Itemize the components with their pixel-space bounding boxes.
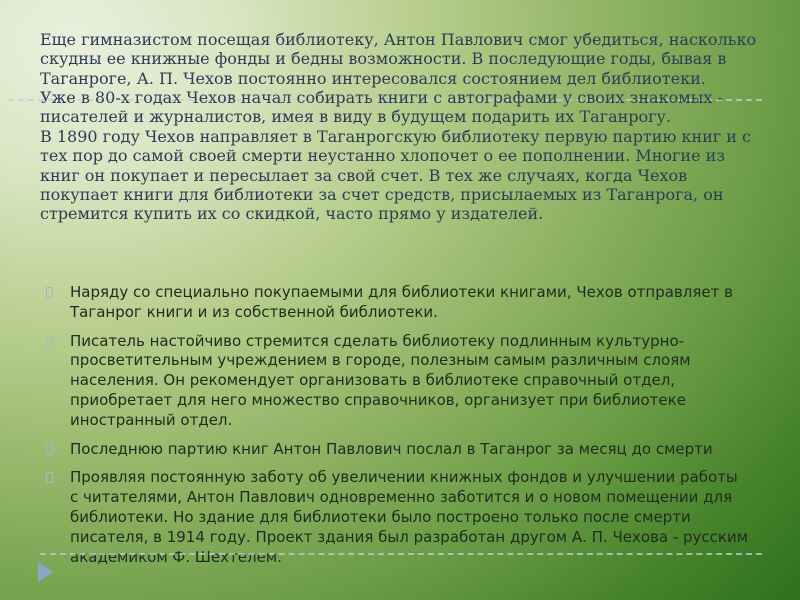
next-slide-arrow-icon[interactable] — [38, 562, 53, 582]
bullet-square-icon — [46, 472, 53, 483]
bullet-list — [44, 283, 750, 576]
bullet-square-icon — [46, 444, 53, 455]
intro-text-block — [40, 30, 767, 224]
bullet-text: Проявляя постоянную заботу об увеличении книжных фондов и улучшении работы с читателями, Антон Павлович одновременно заботится и о новом помещении для библиотеки. Но здание для библиотеки было построено только после смерти писателя, в 1914 году. Проект здания был разработан другом А. П. Чехова - русским академиком Ф. Шехтелем. — [70, 468, 749, 566]
list-item — [44, 332, 750, 431]
bullet-text: Писатель настойчиво стремится сделать библиотеку подлинным культурно-просветительным учреждением в городе, полезным самым различным слоям населения. Он рекомендует организовать в библиотеке справочный отдел, приобретает для него множество справочников, организует при библиотеке иностранный отдел. — [70, 331, 691, 429]
bullet-square-icon — [46, 287, 53, 298]
intro-paragraph: Еще гимназистом посещая библиотеку, Антон Павлович смог убедиться, насколько скудны ее книжные фонды и бедны возможности. В последующие годы, бывая в Таганроге, А. П. Чехов постоянно интересовался состоянием дел библиотеки. — [40, 30, 757, 88]
bullet-square-icon — [46, 336, 53, 347]
intro-paragraph: Уже в 80-х годах Чехов начал собирать книги с автографами у своих знакомых - писателей и журналистов, имея в виду в будущем подарить их Таганрогу. — [40, 88, 723, 127]
intro-paragraph: В 1890 году Чехов направляет в Таганрогскую библиотеку первую партию книг и с тех пор до самой своей смерти неустанно хлопочет о ее пополнении. Многие из книг он покупает и пересылает за свой счет. В тех же случаях, когда Чехов покупает книги для библиотеки за счет средств, присылаемых из Таганрога, он стремится купить их со скидкой, часто прямо у издателей. — [40, 126, 751, 224]
bullet-text: Наряду со специально покупаемыми для библиотеки книгами, Чехов отправляет в Таганрог книги и из собственной библиотеки. — [70, 283, 733, 321]
list-item — [44, 440, 750, 460]
bullet-text: Последнюю партию книг Антон Павлович послал в Таганрог за месяц до смерти — [70, 439, 713, 458]
bottom-dashed-divider — [40, 553, 762, 555]
list-item — [44, 283, 750, 323]
